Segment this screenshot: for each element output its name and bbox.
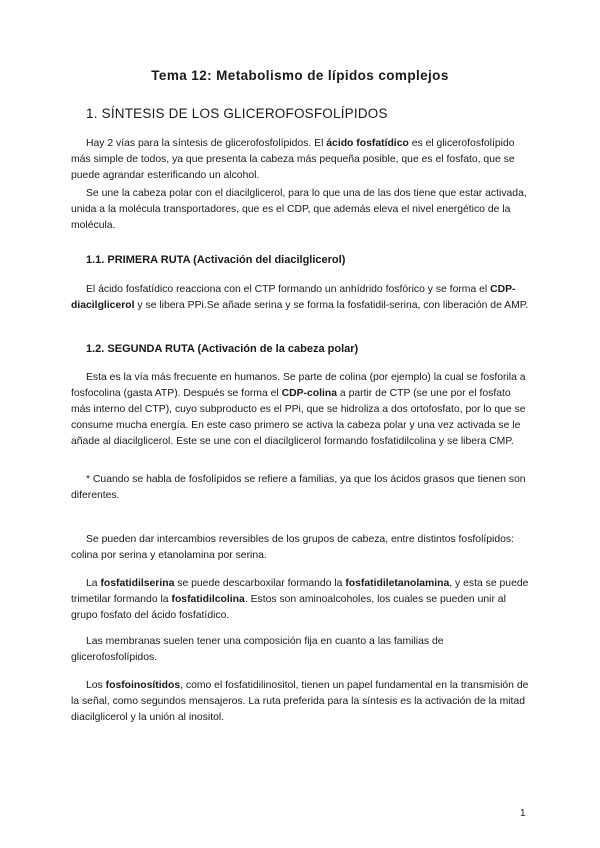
page-number: 1: [520, 808, 526, 819]
text-run: La: [86, 578, 101, 589]
text-run: Hay 2 vías para la síntesis de glicerofosfolípidos. El: [86, 138, 327, 149]
bold-term: fosfatidilcolina: [171, 594, 245, 605]
paragraph: [71, 370, 531, 450]
text-run: Los: [86, 680, 106, 691]
text-run: Las membranas suelen tener una composición fija en cuanto a las familias de glicerofosfolípidos.: [71, 636, 444, 663]
paragraph: [71, 678, 531, 726]
text-run: Esta es la vía más frecuente en humanos. Se parte de colina (por ejemplo) la cual se fosforila a fosfocolina (gasta ATP). Después se forma el: [71, 372, 526, 399]
paragraph: [71, 186, 531, 234]
text-run: El ácido fosfatídico reacciona con el CTP formando un anhídrido fosfórico y se forma el: [86, 284, 491, 295]
bold-term: fosfoinosítidos: [105, 680, 181, 691]
subsection-heading: 1.2. SEGUNDA RUTA (Activación de la cabeza polar): [86, 343, 359, 355]
bold-term: CDP-colina: [281, 388, 338, 399]
bold-term: fosfatidilserina: [100, 578, 175, 589]
paragraph: [71, 576, 531, 624]
text-run: Se pueden dar intercambios reversibles de los grupos de cabeza, entre distintos fosfolípidos: colina por serina y etanolamina por serina.: [71, 534, 514, 561]
text-run: se puede descarboxilar formando la: [174, 578, 346, 589]
text-run: , y esta se puede trimetilar formando la: [71, 578, 529, 605]
bold-term: fosfatidiletanolamina: [345, 578, 450, 589]
text-run: Se une la cabeza polar con el diacilglicerol, para lo que una de las dos tiene que estar activada, unida a la molécula transportadores, que es el CDP, que además eleva el nivel energético de la molécula.: [71, 188, 527, 231]
paragraph: [71, 532, 531, 564]
bold-term: CDP-diacilglicerol: [71, 284, 516, 311]
note-paragraph: [71, 472, 531, 504]
paragraph: [71, 634, 531, 666]
text-run: a partir de CTP (se une por el fosfato más interno del CTP), cuyo subproducto es el PPi, que se hidroliza a dos ortofosfato, por lo que se consume mucha energía. En este caso primero se activa la cabeza polar y una vez activada se le añade al diacilglicerol. Este se une con el diacilglicerol formando fosfatidilcolina y se libera CMP.: [71, 388, 526, 447]
section-heading: 1. SÍNTESIS DE LOS GLICEROFOSFOLÍPIDOS: [86, 106, 388, 121]
text-run: . Estos son aminoalcoholes, los cuales se pueden unir al grupo fosfato del ácido fosfatídico.: [71, 594, 506, 621]
text-run: y se libera PPi.Se añade serina y se forma la fosfatidil-serina, con liberación de AMP.: [134, 300, 529, 311]
subsection-heading: 1.1. PRIMERA RUTA (Activación del diacilglicerol): [86, 254, 346, 266]
document-title: Tema 12: Metabolismo de lípidos complejos: [151, 68, 449, 83]
bold-term: ácido fosfatídico: [326, 138, 409, 149]
paragraph: [71, 136, 531, 184]
text-run: * Cuando se habla de fosfolípidos se refiere a familias, ya que los ácidos grasos que tienen son diferentes.: [71, 474, 526, 501]
text-run: , como el fosfatidilinositol, tienen un papel fundamental en la transmisión de la señal, como segundos mensajeros. La ruta preferida para la síntesis es la activación de la mitad diacilglicerol y la unión al inositol.: [71, 680, 529, 723]
text-run: es el glicerofosfolípido más simple de todos, ya que presenta la cabeza más pequeña posible, que es el fosfato, que se puede agrandar esterificando un alcohol.: [71, 138, 515, 181]
paragraph: [71, 282, 531, 314]
